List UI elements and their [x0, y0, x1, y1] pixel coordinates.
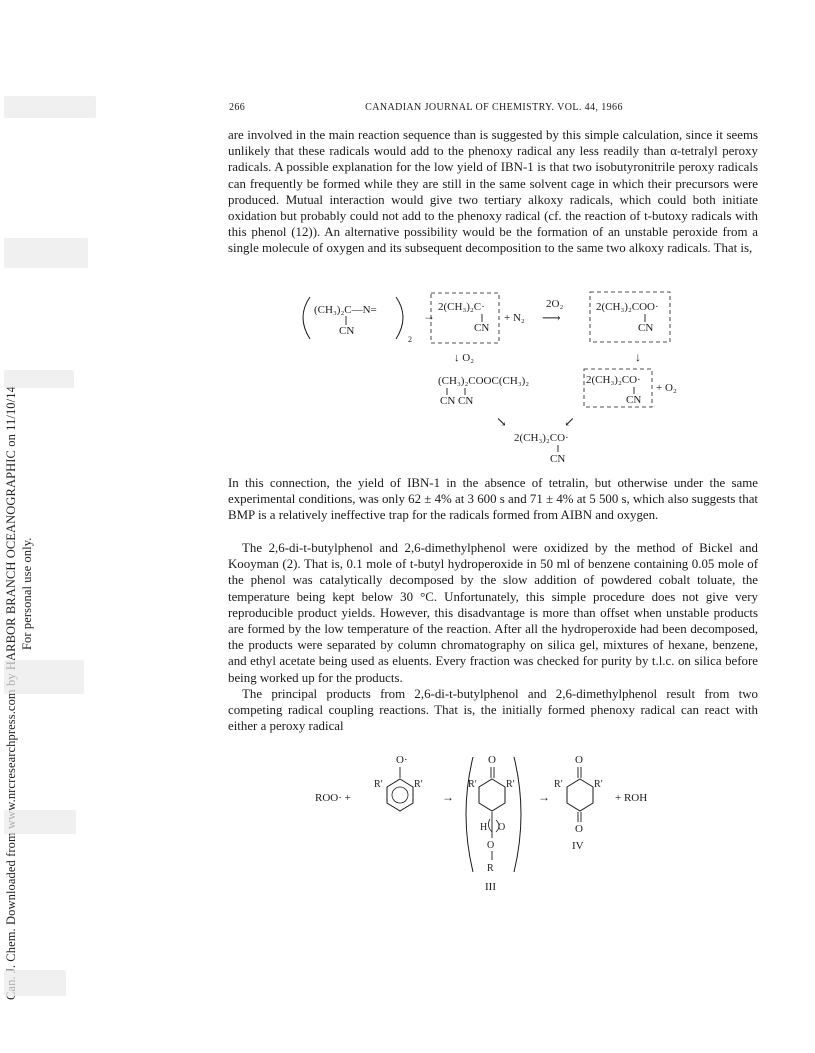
compound-label-iv: IV — [572, 840, 584, 852]
peroxy-radical-reactant: ROO· + — [315, 792, 351, 804]
peroxy-radical-cn: CN — [638, 322, 654, 334]
electron-arrow — [488, 819, 492, 832]
substituent-right: R′ — [594, 779, 603, 790]
final-alkoxy-cn: CN — [550, 453, 566, 465]
alkoxy-radical-cn: CN — [626, 394, 642, 406]
quinone-bottom-oxygen: O — [575, 823, 583, 835]
down-arrow: ↓ — [635, 350, 641, 364]
azo-subscript: 2 — [408, 335, 412, 344]
peroxide-cn: CN CN — [440, 395, 474, 407]
scan-smudge — [4, 660, 84, 694]
substituent-right: R′ — [506, 779, 515, 790]
reaction-arrow: → — [423, 309, 435, 323]
peroxide-oxygen: O — [487, 840, 495, 851]
cage-radical: 2(CH₃)₂C· — [438, 301, 485, 313]
peroxy-cage-box — [590, 292, 670, 342]
cage-radical-cn: CN — [474, 322, 490, 334]
scheme-phenoxy-svg — [228, 754, 768, 904]
page-number: 266 — [229, 102, 246, 113]
quinone-ring — [567, 779, 593, 811]
journal-running-head: CANADIAN JOURNAL OF CHEMISTRY. VOL. 44, 1966 — [365, 102, 623, 113]
oxygen-label: 2O₂ — [546, 298, 564, 310]
plus-alcohol: + ROH — [615, 792, 648, 804]
diagonal-arrow-left: ↘ — [496, 414, 507, 429]
hydrogen-atom: H — [480, 822, 488, 833]
left-paren — [466, 757, 473, 872]
personal-use-line: For personal use only. — [20, 537, 34, 650]
azo-formula: (CH₃)₂C—N= — [314, 304, 377, 316]
azo-cn: CN — [339, 325, 355, 337]
right-paren — [514, 757, 521, 872]
diagonal-arrow-right: ↙ — [564, 414, 575, 429]
benzene-ring — [387, 779, 413, 811]
plus-oxygen: + O₂ — [656, 382, 677, 394]
paragraph-radical-cage: are involved in the main reaction sequence than is suggested by this simple calculation, since it seems unlikely that these radicals would add to the phenoxy radical any less readily than α-tetralyl peroxy radicals. A possible explanation for the low yield of IBN-1 is that two isobutyronitrile peroxy radicals can frequently be formed while they are still in the same solvent cage in which their precursors were produced. Mutual interaction would give two tertiary alkoxy radicals, which could both initiate oxidation but probably could not add to the phenoxy radical (cf. the reaction of t-butoxy radicals with this phenol (12)). An alternative possibility would be the formation of an unstable peroxide from a single molecule of oxygen and its subsequent decomposition to the same two alkoxy radicals. That is, — [228, 128, 758, 256]
alkoxy-radical: 2(CH₃)₂CO· — [586, 374, 641, 386]
alkyl-group: R — [487, 863, 494, 874]
long-reaction-arrow: ⟶ — [542, 310, 561, 325]
adduct-oxygen: O — [488, 754, 496, 766]
unstable-peroxide: (CH₃)₂COOC(CH₃)₂ — [438, 375, 530, 387]
ring-oxygen: O — [498, 822, 506, 833]
scan-smudge — [4, 810, 76, 834]
scan-smudge — [4, 238, 88, 268]
download-stamp — [2, 60, 46, 1000]
aromatic-circle — [392, 787, 408, 803]
scheme-azo-svg — [228, 287, 768, 472]
compound-label-iii: III — [485, 881, 496, 893]
reaction-scheme-phenoxy-coupling — [228, 754, 768, 904]
quinone-top-oxygen: O — [575, 754, 583, 766]
peroxy-radical: 2(CH₃)₂COO· — [596, 301, 659, 313]
final-alkoxy-radical: 2(CH₃)₂CO· — [514, 432, 569, 444]
running-header — [229, 102, 759, 116]
right-paren — [396, 297, 403, 339]
cyclohexadienone-ring — [479, 779, 505, 811]
oxygen-down-arrow: ↓ O₂ — [454, 352, 475, 364]
substituent-left: R′ — [554, 779, 563, 790]
reaction-arrow: → — [538, 790, 550, 804]
reaction-arrow: → — [442, 790, 454, 804]
phenoxy-oxygen: O· — [396, 754, 408, 766]
scan-smudge — [4, 370, 74, 388]
reaction-scheme-azo-decomposition — [228, 287, 768, 472]
paragraph-yield-comparison: In this connection, the yield of IBN-1 in the absence of tetralin, but otherwise under the same experimental conditions, was only 62 ± 4% at 3 600 s and 71 ± 4% at 5 500 s, which also suggests that BMP is a relatively ineffective trap for the radicals formed from AIBN and oxygen. — [228, 476, 758, 523]
paragraph-oxidation-method: The 2,6-di-t-butylphenol and 2,6-dimethylphenol were oxidized by the method of Bickel and Kooyman (2). That is, 0.1 mole of t-butyl hydroperoxide in 50 ml of benzene containing 0.05 mole of the phenol was catalytically decomposed by the slow addition of powdered cobalt toluate, the temperature being kept below 30 °C. Unfortunately, this simple procedure does not give very reproducible product yields. However, this disadvantage is more than offset when unstable products are formed by the low temperature of the reaction. After all the hydroperoxide had been decomposed, the products were separated by column chromatography on silica gel, mixtures of hexane, benzene, and ethyl acetate being used as eluents. Every fraction was checked for purity by t.l.c. on silica before being worked up for the products. — [228, 541, 758, 685]
plus-nitrogen: + N₂ — [504, 312, 525, 324]
left-paren — [303, 297, 310, 339]
scan-smudge — [4, 96, 96, 118]
paragraph-coupling-reactions: The principal products from 2,6-di-t-butylphenol and 2,6-dimethylphenol result from two competing radical coupling reactions. That is, the initially formed phenoxy radical can react with either a peroxy radical — [228, 687, 758, 734]
substituent-left: R′ — [374, 779, 383, 790]
substituent-left: R′ — [468, 779, 477, 790]
substituent-right: R′ — [414, 779, 423, 790]
scan-smudge — [4, 970, 66, 996]
